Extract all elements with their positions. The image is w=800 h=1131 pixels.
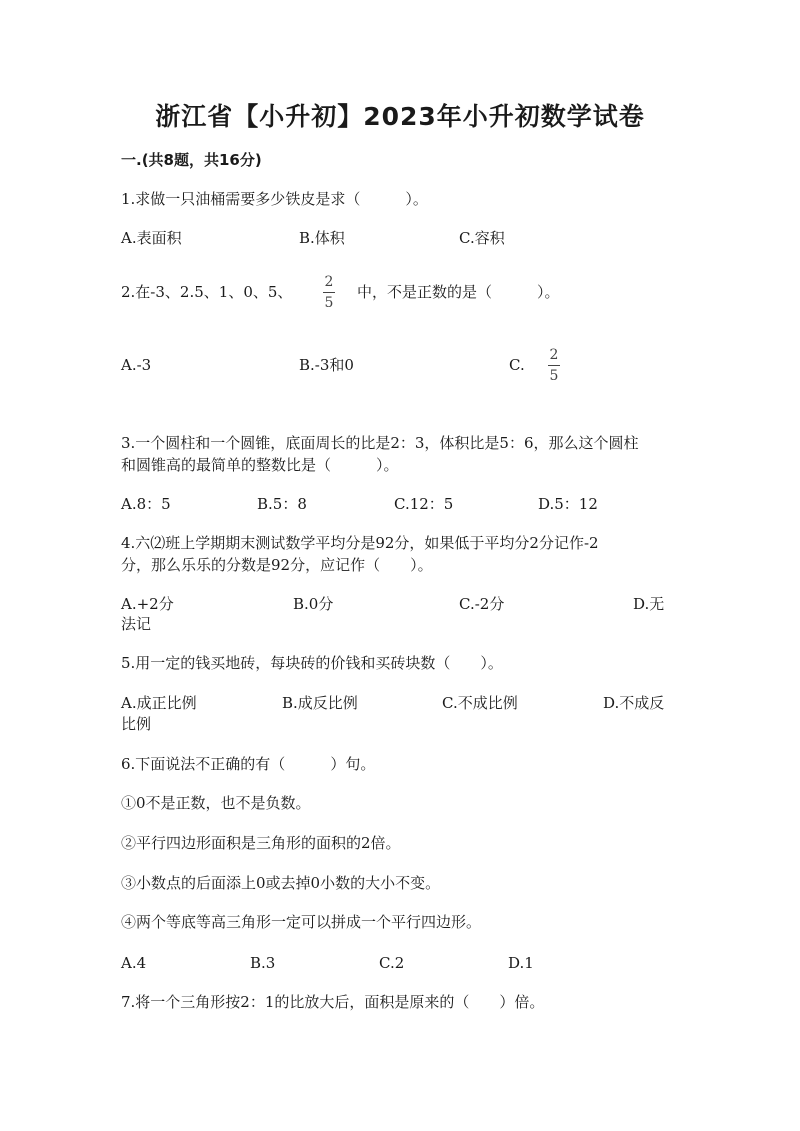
question-6-stem: 6.下面说法不正确的有（ ）句。 — [121, 755, 376, 773]
question-5-option-a[interactable]: A.成正比例 — [121, 694, 197, 712]
question-5-option-d[interactable]: D.不成反 — [603, 694, 665, 712]
question-1-option-a[interactable]: A.表面积 — [121, 229, 182, 247]
question-1-option-b[interactable]: B.体积 — [299, 229, 345, 247]
fraction-denominator: 5 — [324, 295, 334, 311]
question-2-stem-part2: 中，不是正数的是（ ）。 — [357, 283, 560, 301]
page-title: 浙江省【小升初】2023年小升初数学试卷 — [155, 102, 645, 131]
question-3-option-b[interactable]: B.5：8 — [257, 495, 307, 513]
question-3-stem-line1: 3.一个圆柱和一个圆锥，底面周长的比是2：3，体积比是5：6，那么这个圆柱 — [121, 434, 639, 452]
question-3-stem-line2: 和圆锥高的最简单的整数比是（ ）。 — [121, 456, 399, 474]
fraction-bar — [548, 365, 560, 366]
fraction-numerator: 2 — [549, 347, 559, 363]
question-4-option-d-wrap: 法记 — [121, 615, 152, 633]
question-4-option-b[interactable]: B.0分 — [293, 595, 334, 613]
question-3-option-a[interactable]: A.8：5 — [121, 495, 171, 513]
question-6-statement-3: ③小数点的后面添上0或去掉0小数的大小不变。 — [121, 874, 441, 892]
fraction-denominator: 5 — [549, 368, 559, 384]
question-4-option-c[interactable]: C.-2分 — [459, 595, 505, 613]
question-7-stem: 7.将一个三角形按2：1的比放大后，面积是原来的（ ）倍。 — [121, 993, 545, 1011]
question-4-stem-line2: 分，那么乐乐的分数是92分，应记作（ ）。 — [121, 556, 433, 574]
question-4-option-a[interactable]: A.+2分 — [121, 595, 174, 613]
question-5-option-c[interactable]: C.不成比例 — [442, 694, 518, 712]
question-5-stem: 5.用一定的钱买地砖，每块砖的价钱和买砖块数（ ）。 — [121, 654, 503, 672]
question-6-option-d[interactable]: D.1 — [508, 954, 534, 972]
question-6-option-a[interactable]: A.4 — [121, 954, 147, 972]
fraction-numerator: 2 — [324, 274, 334, 290]
question-5-option-d-wrap: 比例 — [121, 715, 152, 733]
question-2-option-b[interactable]: B.-3和0 — [299, 356, 354, 374]
question-1-option-c[interactable]: C.容积 — [459, 229, 505, 247]
question-1-stem: 1.求做一只油桶需要多少铁皮是求（ ）。 — [121, 190, 428, 208]
question-4-option-d[interactable]: D.无 — [633, 595, 665, 613]
question-6-option-c[interactable]: C.2 — [379, 954, 405, 972]
question-6-statement-1: ①0不是正数，也不是负数。 — [121, 794, 311, 812]
question-3-option-c[interactable]: C.12：5 — [394, 495, 454, 513]
section-heading: 一.(共8题，共16分) — [121, 151, 262, 169]
fraction-bar — [323, 292, 335, 293]
question-2-option-a[interactable]: A.-3 — [121, 356, 152, 374]
question-2-option-c[interactable]: C. — [509, 356, 525, 374]
question-2-fraction — [322, 274, 336, 311]
question-6-statement-4: ④两个等底等高三角形一定可以拼成一个平行四边形。 — [121, 913, 482, 931]
question-3-option-d[interactable]: D.5：12 — [538, 495, 598, 513]
question-2-option-c-fraction — [547, 347, 561, 384]
question-2-stem-part1: 2.在-3、2.5、1、0、5、 — [121, 283, 293, 301]
question-6-statement-2: ②平行四边形面积是三角形的面积的2倍。 — [121, 834, 401, 852]
question-4-stem-line1: 4.六⑵班上学期期末测试数学平均分是92分，如果低于平均分2分记作-2 — [121, 534, 599, 552]
question-6-option-b[interactable]: B.3 — [250, 954, 276, 972]
question-5-option-b[interactable]: B.成反比例 — [282, 694, 358, 712]
